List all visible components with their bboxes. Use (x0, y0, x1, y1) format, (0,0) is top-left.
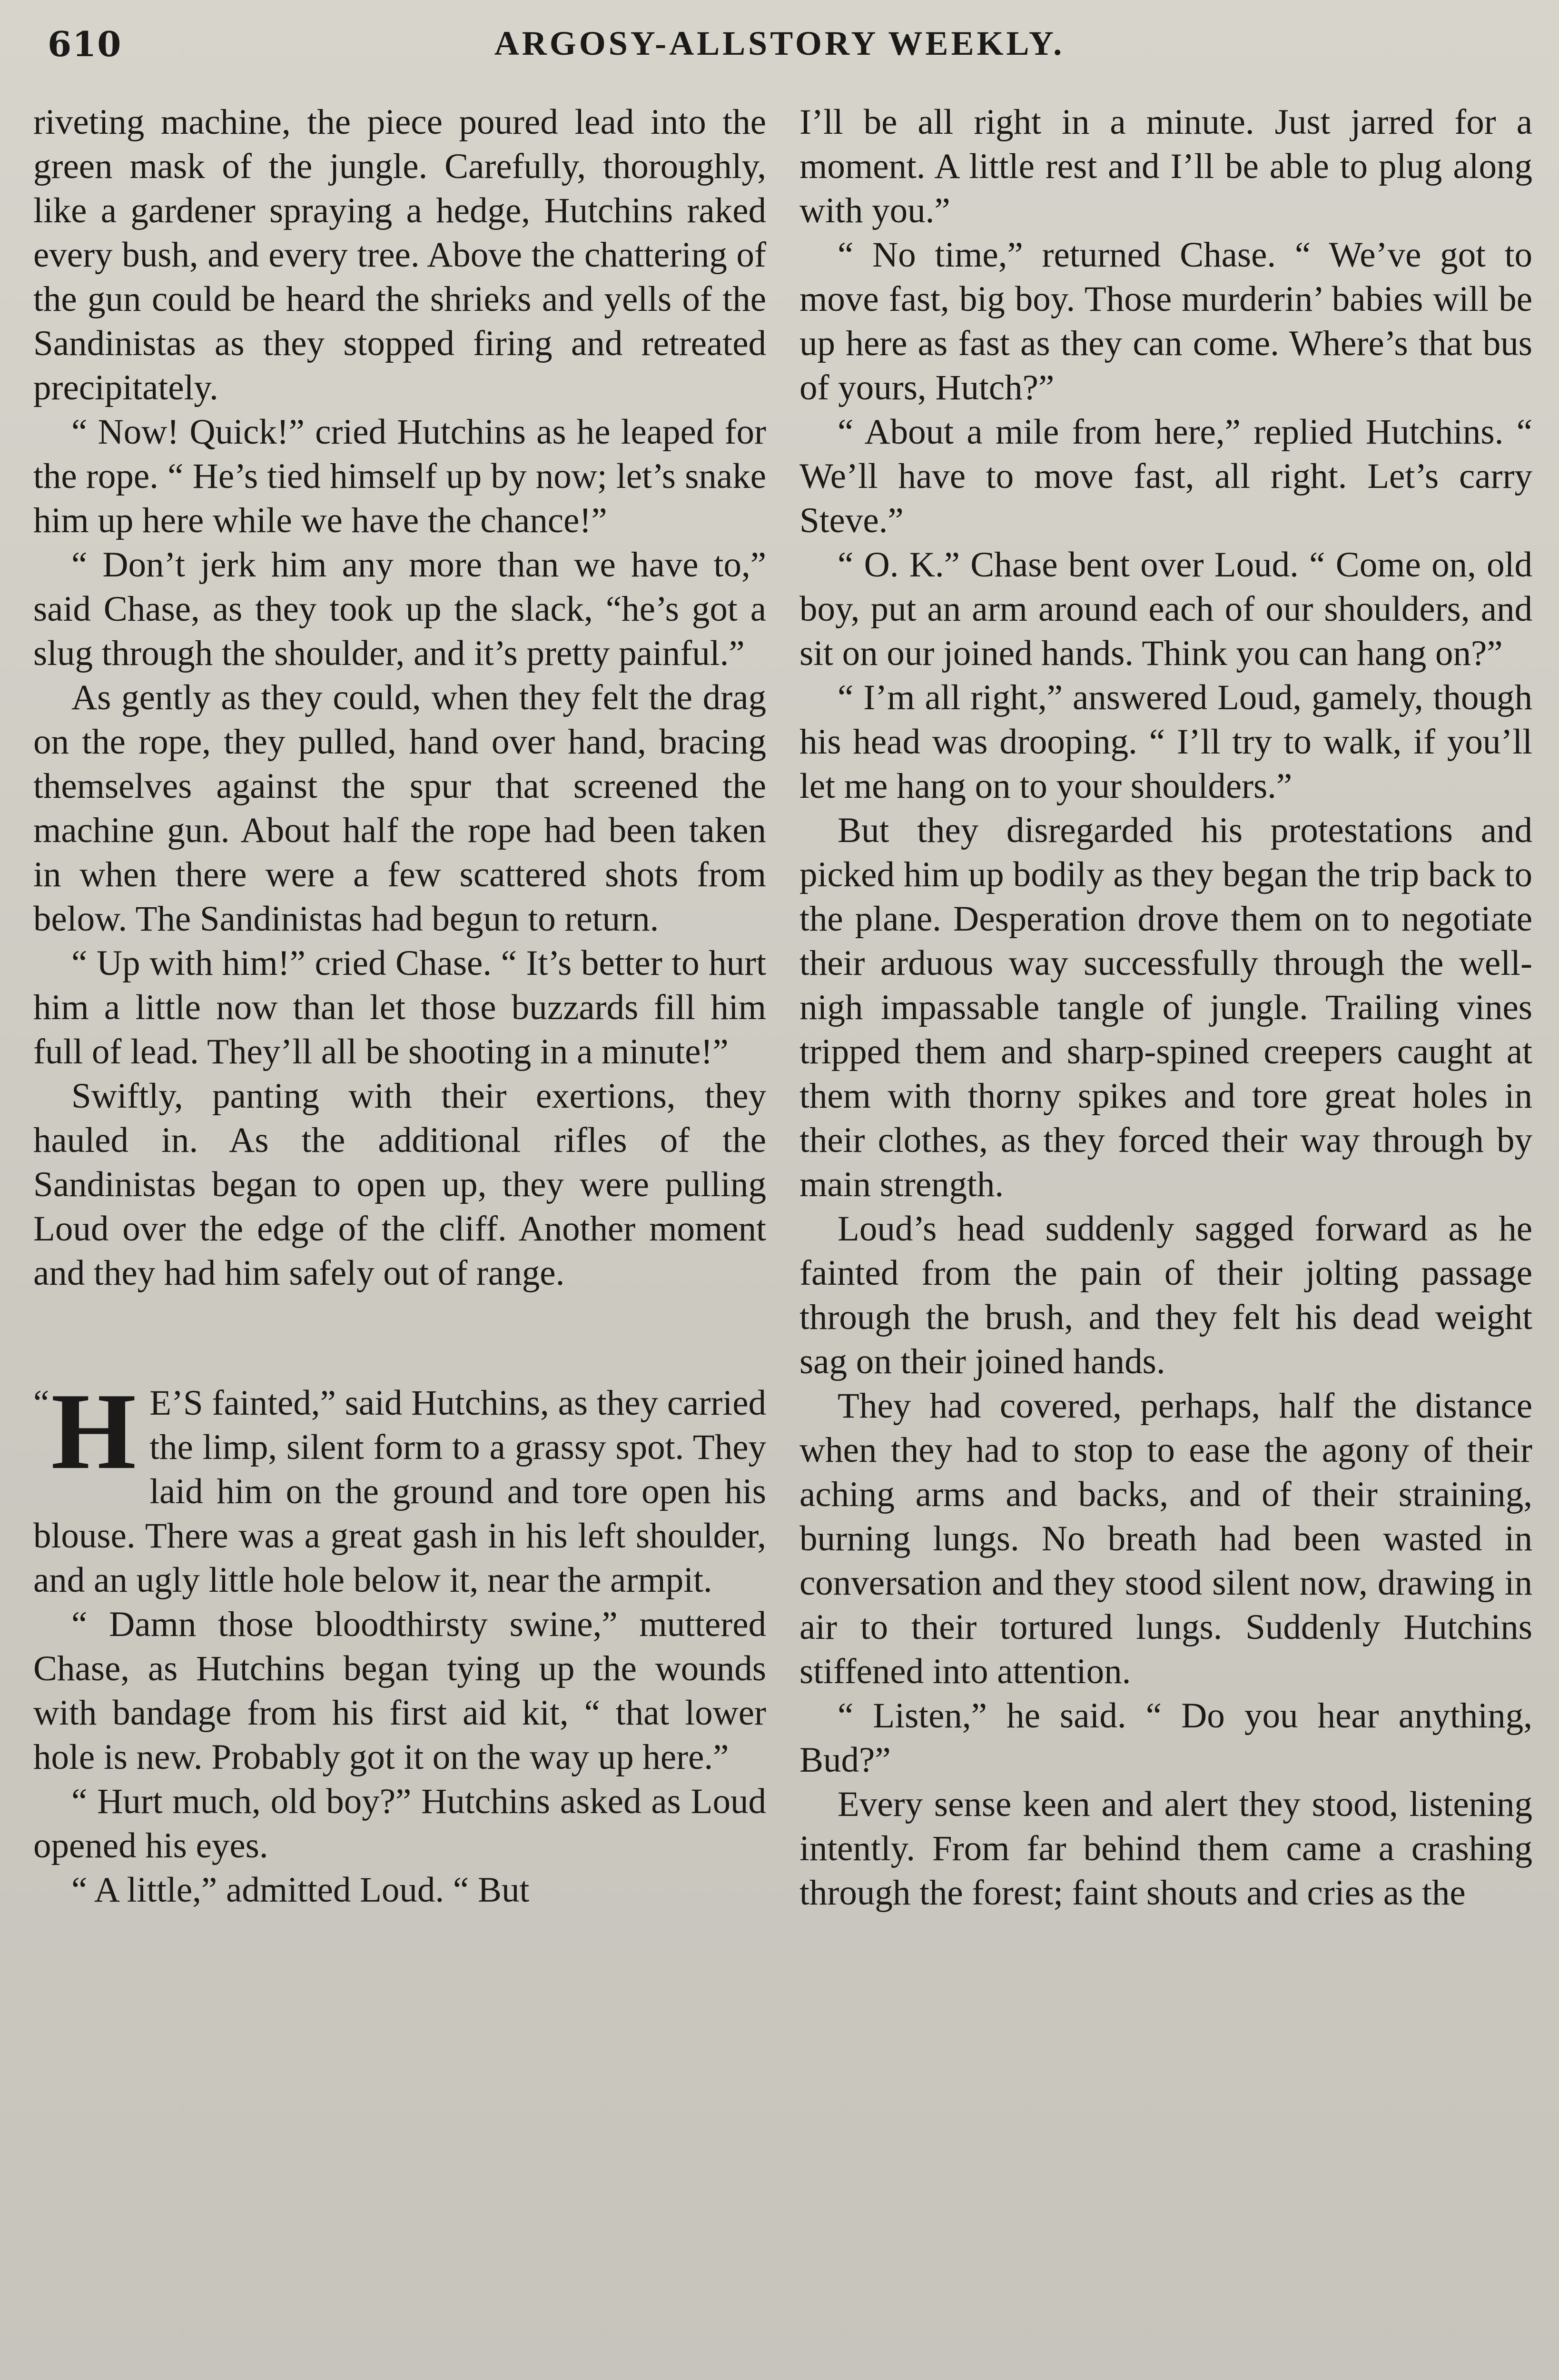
paragraph: Every sense keen and alert they stood, listening intently. From far behind them came a crashing through the forest; faint shouts and cries as the (799, 1785, 1532, 1913)
paragraph: “ Hurt much, old boy?” Hutchins asked as Loud opened his eyes. (33, 1782, 766, 1865)
paragraph: I’ll be all right in a minute. Just jarred for a moment. A little rest and I’ll be able to plug along with you.” (799, 102, 1532, 230)
paragraph: Loud’s head suddenly sagged forward as he fainted from the pain of their jolting passage through the brush, and they felt his dead weight sag on their joined hands. (799, 1209, 1532, 1381)
paragraph: “ Don’t jerk him any more than we have to,” said Chase, as they took up the slack, “he’s got a slug through the shoulder, and it’s pretty painful.” (33, 545, 766, 673)
paragraph: But they disregarded his protestations and picked him up bodily as they began the trip back to the plane. Desperation drove them on to negotiate their arduous way successfully through the well-nigh impassable tangle of jungle. Trailing vines tripped them and sharp-spined creepers caught at them with thorny spikes and tore great holes in their clothes, as they forced their way through by main strength. (799, 811, 1532, 1204)
paragraph: As gently as they could, when they felt the drag on the rope, they pulled, hand over hand, bracing themselves against the spur that screened the machine gun. About half the rope had been taken in when there were a few scattered shots from below. The Sandinistas had begun to return. (33, 678, 766, 939)
drop-cap: H (51, 1370, 137, 1492)
paragraph: “ Up with him!” cried Chase. “ It’s better to hurt him a little now than let those buzzards fill him full of lead. They’ll all be shooting in a minute!” (33, 943, 766, 1071)
page-header (29, 10, 1530, 67)
paragraph: riveting machine, the piece poured lead into the green mask of the jungle. Carefully, thoroughly, like a gardener spraying a hedge, Hutchins raked every bush, and every tree. Above the chattering of the gun could be heard the shrieks and yells of the Sandinistas as they stopped firing and retreated precipitately. (33, 102, 766, 407)
paragraph: “ No time,” returned Chase. “ We’ve got to move fast, big boy. Those murderin’ babies will be up here as fast as they can come. Where’s that bus of yours, Hutch?” (799, 235, 1532, 407)
section-break (33, 1295, 766, 1381)
paragraph: “ Listen,” he said. “ Do you hear anything, Bud?” (799, 1696, 1532, 1780)
paragraph: “ I’m all right,” answered Loud, gamely, though his head was drooping. “ I’ll try to walk, if you’ll let me hang on to your shoulders.” (799, 678, 1532, 806)
left-column (33, 100, 766, 1912)
right-column (799, 100, 1532, 1915)
paragraph: “ About a mile from here,” replied Hutchins. “ We’ll have to move fast, all right. Let’s carry Steve.” (799, 412, 1532, 540)
paragraph: “ O. K.” Chase bent over Loud. “ Come on, old boy, put an arm around each of our shoulders, and sit on our joined hands. Think you can hang on?” (799, 545, 1532, 673)
paragraph: Swiftly, panting with their exertions, they hauled in. As the additional rifles of the Sandinistas began to open up, they were pulling Loud over the edge of the cliff. Another moment and they had him safely out of range. (33, 1076, 766, 1293)
paragraph-text: E’S fainted,” said Hutchins, as they carried the limp, silent form to a grassy spot. They laid him on the ground and tore open his blouse. There was a great gash in his left shoulder, and an ugly little hole below it, near the armpit. (33, 1383, 766, 1600)
paragraph: They had covered, perhaps, half the distance when they had to stop to ease the agony of their aching arms and backs, and of their straining, burning lungs. No breath had been wasted in conversation and they stood silent now, drawing in air to their tortured lungs. Suddenly Hutchins stiffened into attention. (799, 1386, 1532, 1691)
paragraph: “ A little,” admitted Loud. “ But (71, 1870, 530, 1910)
page-number: 610 (48, 24, 122, 64)
paragraph: “ Now! Quick!” cried Hutchins as he leaped for the rope. “ He’s tied himself up by now; let’s snake him up here while we have the chance!” (33, 412, 766, 540)
paragraph: “ Damn those bloodthirsty swine,” muttered Chase, as Hutchins began tying up the wounds with bandage from his first aid kit, “ that lower hole is new. Probably got it on the way up here.” (33, 1605, 766, 1777)
dropcap-paragraph (33, 1370, 766, 1602)
dropcap-quote: “ (33, 1383, 49, 1423)
running-title: ARGOSY-ALLSTORY WEEKLY. (494, 24, 1065, 62)
